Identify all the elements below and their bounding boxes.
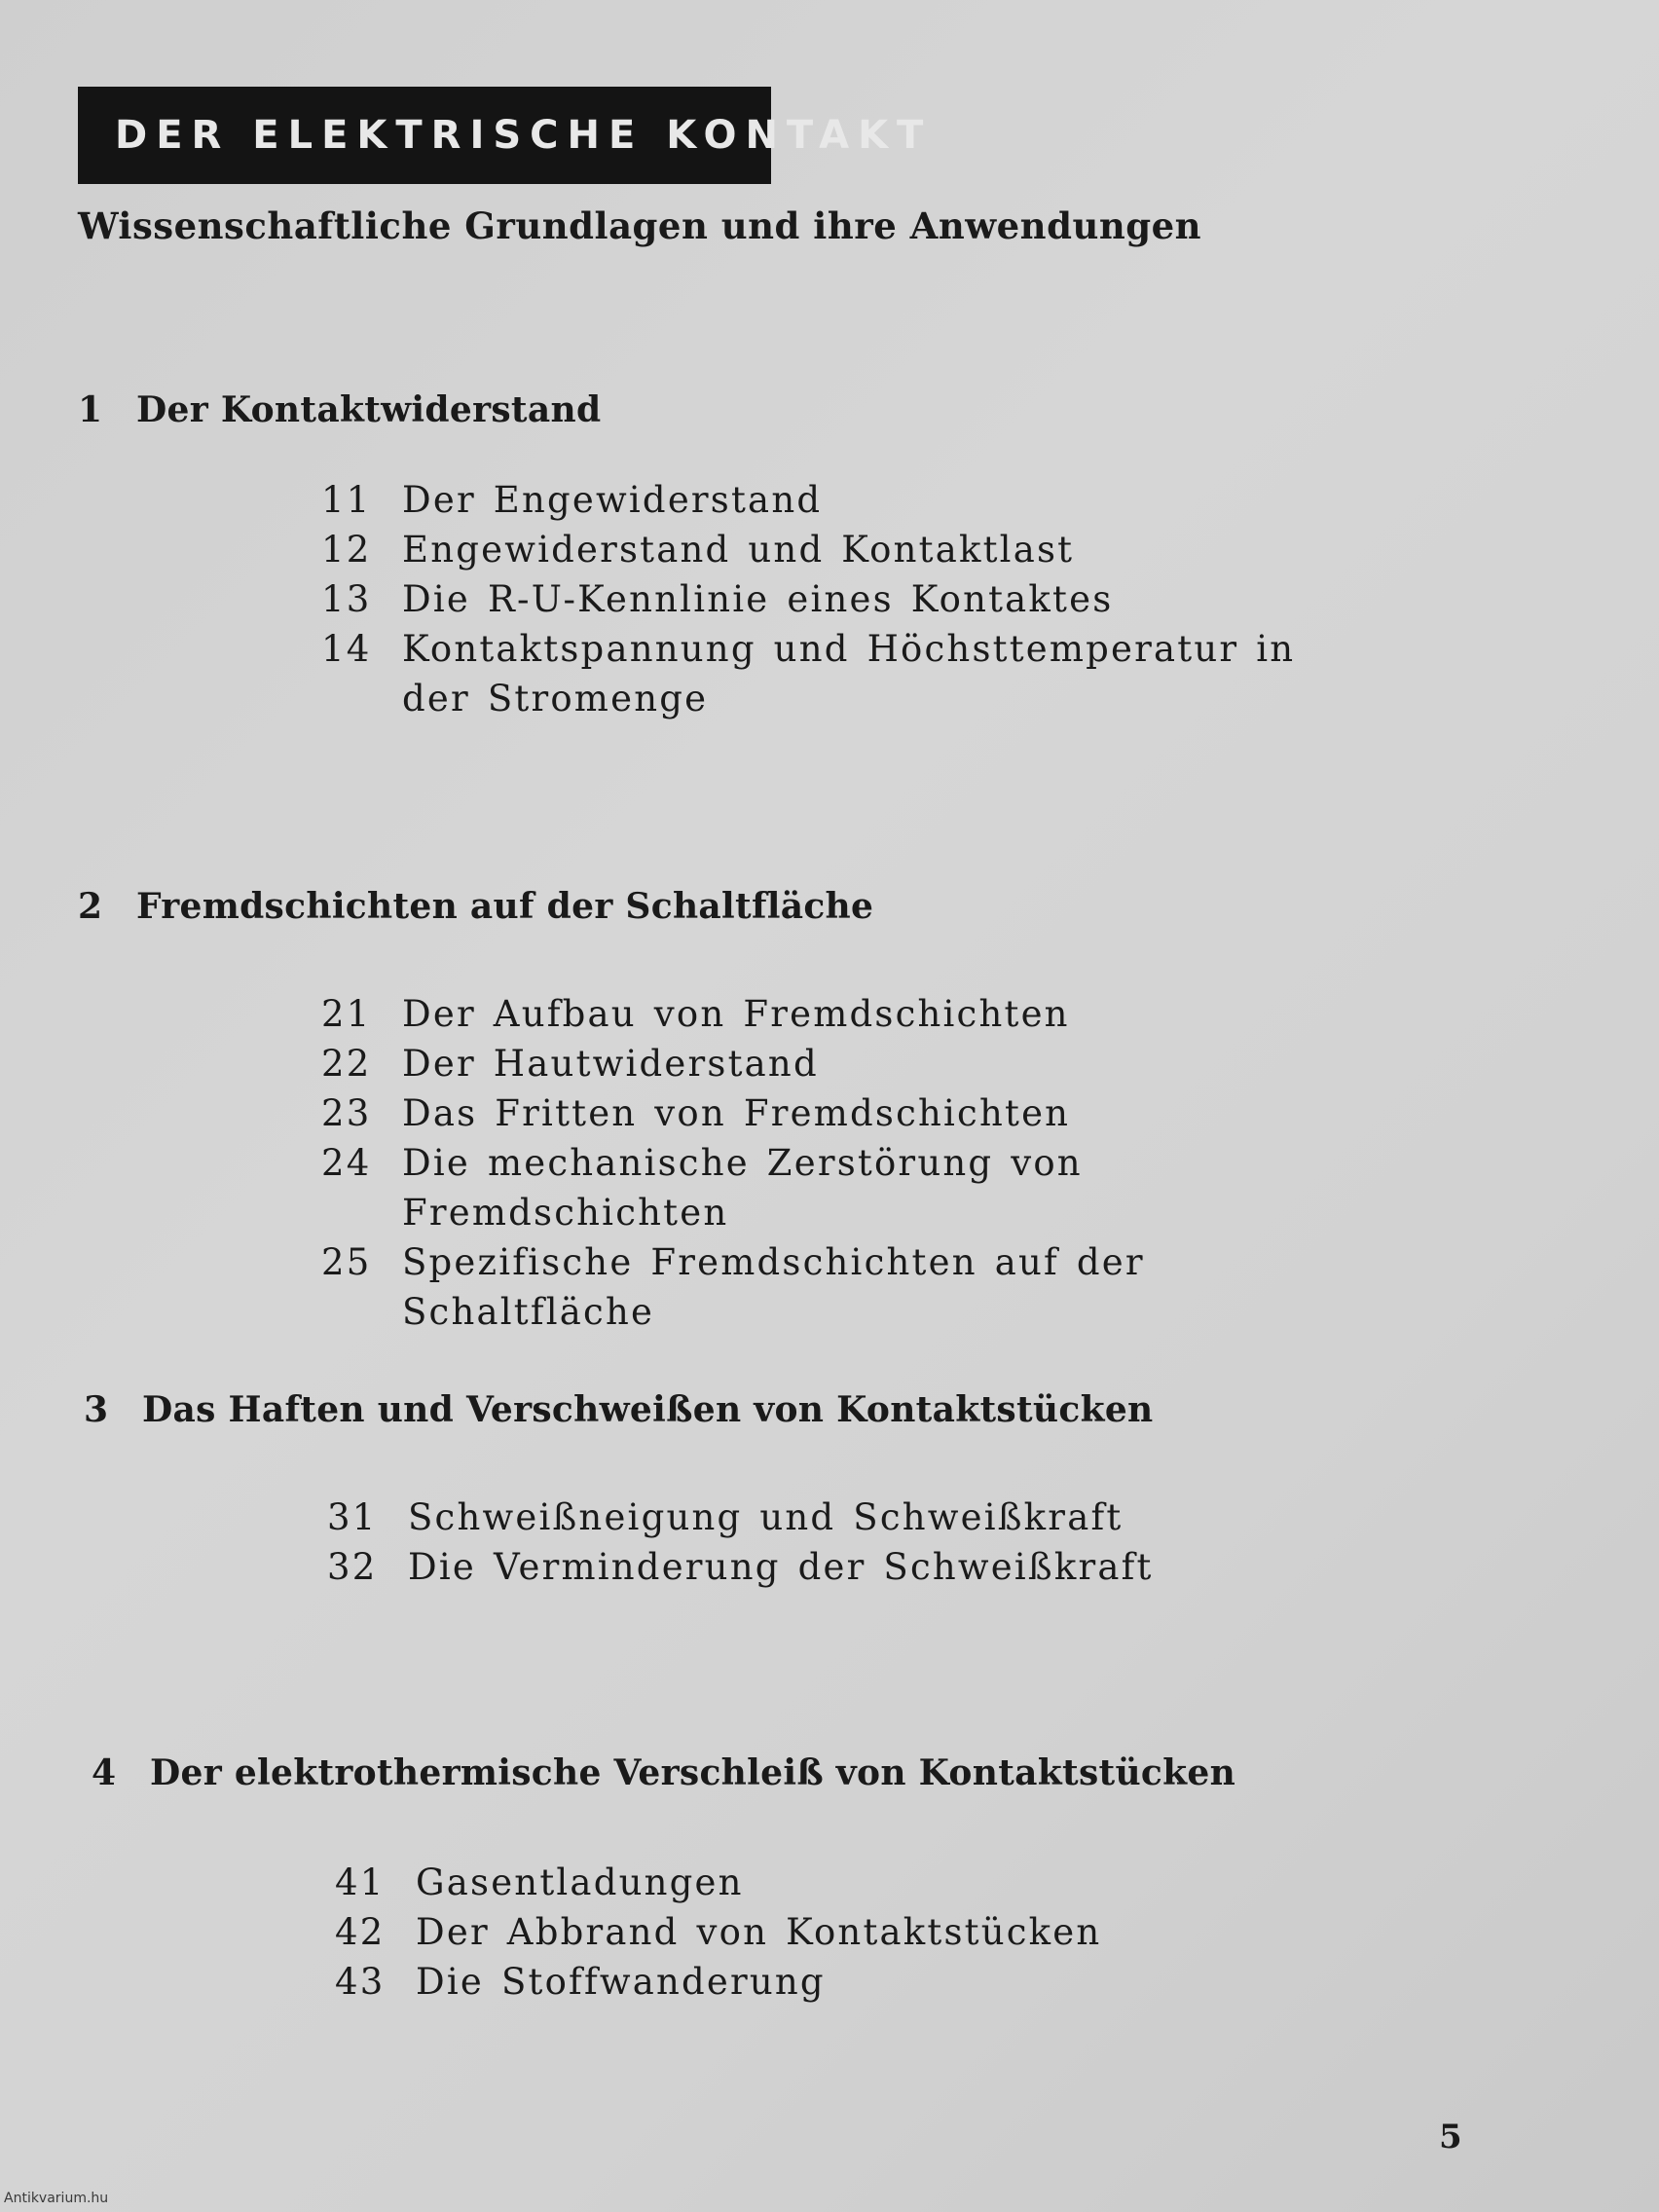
section-number: 42 [335,1911,386,1953]
chapter-heading [78,389,1376,430]
section-title: Die R-U-Kennlinie eines Kontaktes [402,578,1114,620]
watermark-text: Antikvarium.hu [4,2191,109,2206]
section-title: Das Fritten von Fremdschichten [402,1092,1071,1134]
chapter-2 [78,886,1376,1337]
chapter-3 [84,1389,1382,1592]
section-list [321,475,1376,723]
section-number: 43 [335,1961,386,2003]
section-number: 22 [321,1043,372,1085]
section-item [321,475,1376,525]
section-item [321,1088,1376,1138]
chapter-1 [78,389,1376,723]
section-number: 23 [321,1092,372,1134]
section-title: Die Verminderung der Schweißkraft [408,1546,1154,1588]
section-list [327,1493,1382,1592]
chapter-title: Der Kontaktwiderstand [136,389,602,430]
section-number: 32 [327,1546,378,1588]
section-number: 14 [321,628,372,670]
section-title: Kontaktspannung und Höchsttemperatur in der Stromenge [402,628,1296,719]
chapter-4 [92,1752,1389,2007]
section-item [335,1907,1389,1957]
section-list [321,989,1376,1337]
chapter-number: 4 [92,1752,117,1793]
section-item [327,1493,1382,1542]
chapter-number: 2 [78,886,103,927]
section-title: Der Aufbau von Fremdschichten [402,993,1070,1035]
section-number: 25 [321,1241,372,1283]
section-title: Schweißneigung und Schweißkraft [408,1496,1124,1538]
page-number: 5 [1439,2118,1462,2157]
section-item [321,574,1376,624]
section-title: Gasentladungen [416,1862,744,1903]
chapter-title: Fremdschichten auf der Schaltfläche [136,886,874,927]
section-item [321,989,1376,1039]
section-title: Der Hautwiderstand [402,1043,819,1085]
section-item [321,1237,1376,1337]
section-title: Der Abbrand von Kontaktstücken [416,1911,1102,1953]
series-title-banner: DER ELEKTRISCHE KONTAKT [78,87,771,184]
section-item [335,1957,1389,2007]
section-title: Spezifische Fremdschichten auf der Schaltfläche [402,1241,1145,1333]
chapter-number: 1 [78,389,103,430]
chapter-title: Das Haften und Verschweißen von Kontaktstücken [142,1389,1154,1430]
section-number: 41 [335,1862,386,1903]
section-title: Der Engewiderstand [402,479,823,521]
section-item [321,624,1376,723]
section-item [321,1039,1376,1088]
section-item [321,525,1376,574]
section-item [335,1858,1389,1907]
section-number: 21 [321,993,372,1035]
chapter-heading [92,1752,1389,1793]
chapter-number: 3 [84,1389,109,1430]
section-number: 31 [327,1496,378,1538]
chapter-heading [84,1389,1382,1430]
section-title: Die Stoffwanderung [416,1961,826,2003]
section-number: 24 [321,1142,372,1184]
page-subtitle: Wissenschaftliche Grundlagen und ihre Anwendungen [78,204,1202,247]
section-number: 13 [321,578,372,620]
chapter-title: Der elektrothermische Verschleiß von Kontaktstücken [150,1752,1236,1793]
section-title: Engewiderstand und Kontaktlast [402,529,1075,571]
section-item [321,1138,1376,1237]
chapter-heading [78,886,1376,927]
section-list [335,1858,1389,2007]
section-title: Die mechanische Zerstörung von Fremdschichten [402,1142,1083,1234]
section-item [327,1542,1382,1592]
section-number: 12 [321,529,372,571]
section-number: 11 [321,479,372,521]
